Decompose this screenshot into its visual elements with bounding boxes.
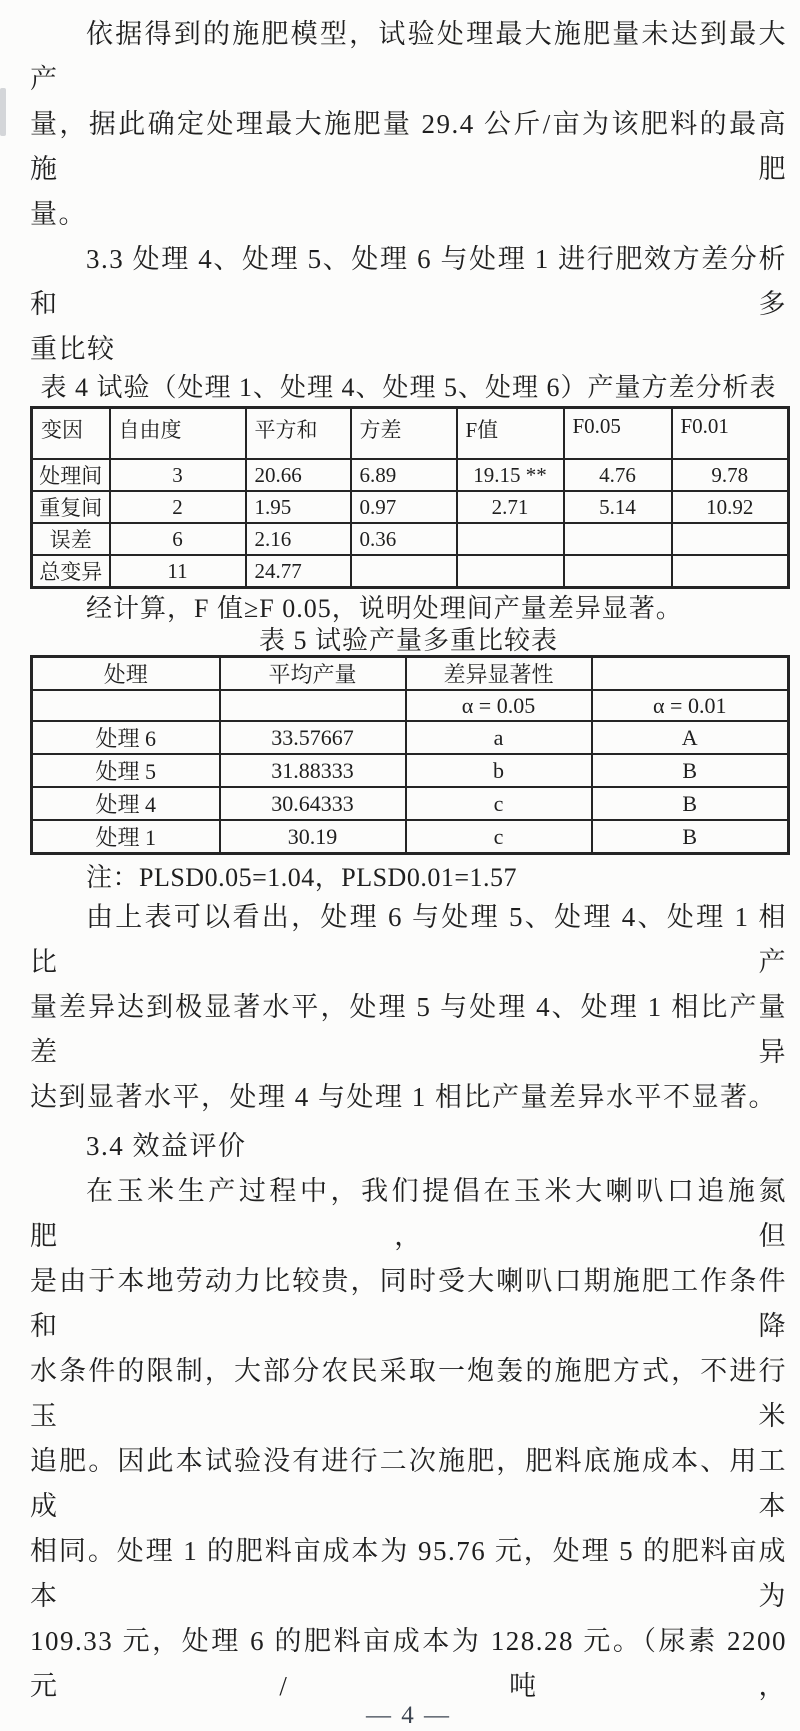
text-line: 109.33 元，处理 6 的肥料亩成本为 128.28 元。（尿素 2200 元/吨， — [30, 1626, 787, 1701]
table4-cell: 0.36 — [351, 523, 457, 555]
table5-caption: 表 5 试验产量多重比较表 — [258, 626, 558, 655]
table5-cell: 31.88333 — [220, 754, 406, 787]
f-value-conclusion: 经计算，F 值≥F 0.05，说明处理间产量差异显著。 — [86, 594, 683, 623]
table5-row — [32, 754, 789, 787]
table5-header-cell: 平均产量 — [220, 657, 406, 691]
table4-cell — [351, 555, 457, 588]
text-line: 量，据此确定处理最大施肥量 29.4 公斤/亩为该肥料的最高施肥 — [30, 109, 787, 184]
table5-header-cell — [592, 657, 789, 691]
plsd-note: 注：PLSD0.05=1.04，PLSD0.01=1.57 — [86, 863, 517, 892]
table4-header-cell: 平方和 — [246, 408, 351, 460]
table4-cell: 误差 — [32, 523, 110, 555]
table4-cell: 20.66 — [246, 459, 351, 491]
table5-cell: B — [592, 787, 789, 820]
table4-cell — [672, 523, 789, 555]
section-heading-3-3 — [30, 237, 787, 372]
table5-row — [32, 721, 789, 754]
table4-cell: 4.76 — [564, 459, 672, 491]
heading-line: 重比较 — [30, 334, 116, 364]
paragraph-benefit-evaluation — [30, 1169, 787, 1709]
table5-subheader-cell: α = 0.01 — [592, 690, 789, 721]
table4-row — [32, 459, 789, 491]
table4-cell — [457, 523, 564, 555]
table4-cell — [564, 555, 672, 588]
table4-header-cell: 自由度 — [110, 408, 246, 460]
anova-table — [30, 406, 790, 589]
table4-row — [32, 555, 789, 588]
text-line: 依据得到的施肥模型，试验处理最大施肥量未达到最大产 — [30, 19, 787, 94]
table4-cell — [564, 523, 672, 555]
table4-cell: 重复间 — [32, 491, 110, 523]
table5-cell: 33.57667 — [220, 721, 406, 754]
table4-header-cell: 方差 — [351, 408, 457, 460]
table4-cell — [672, 555, 789, 588]
scan-artifact — [0, 88, 6, 136]
text-line: 相同。处理 1 的肥料亩成本为 95.76 元，处理 5 的肥料亩成本为 — [30, 1536, 787, 1611]
table5-cell: 30.19 — [220, 820, 406, 854]
text-line: 水条件的限制，大部分农民采取一炮轰的施肥方式，不进行玉米 — [30, 1356, 787, 1431]
paragraph-fertilizer-model — [30, 12, 787, 237]
table5-header-cell: 处理 — [32, 657, 220, 691]
text-line: 追肥。因此本试验没有进行二次施肥，肥料底施成本、用工成本 — [30, 1446, 787, 1521]
table4-cell: 处理间 — [32, 459, 110, 491]
table5-cell: 30.64333 — [220, 787, 406, 820]
multiple-comparison-table — [30, 655, 790, 855]
table5-cell: A — [592, 721, 789, 754]
table5-cell: b — [406, 754, 592, 787]
table5-header-row — [32, 657, 789, 691]
table4-caption: 表 4 试验（处理 1、处理 4、处理 5、处理 6）产量方差分析表 — [40, 373, 777, 402]
table4-cell: 2 — [110, 491, 246, 523]
text-line: 是由于本地劳动力比较贵，同时受大喇叭口期施肥工作条件和降 — [30, 1266, 787, 1341]
table5-header-cell: 差异显著性 — [406, 657, 592, 691]
table5-cell: c — [406, 787, 592, 820]
table4-cell: 总变异 — [32, 555, 110, 588]
table5-subheader-cell: α = 0.05 — [406, 690, 592, 721]
table5-cell: a — [406, 721, 592, 754]
table5-subheader-cell — [32, 690, 220, 721]
table5-cell: B — [592, 820, 789, 854]
text-line: 达到显著水平，处理 4 与处理 1 相比产量差异水平不显著。 — [30, 1082, 777, 1112]
table4-cell: 2.16 — [246, 523, 351, 555]
table5-row — [32, 820, 789, 854]
table4-cell: 10.92 — [672, 491, 789, 523]
table4-header-cell: F0.01 — [672, 408, 789, 460]
table4-row — [32, 523, 789, 555]
section-heading-3-4: 3.4 效益评价 — [86, 1131, 247, 1161]
table4-cell — [457, 555, 564, 588]
table4-row — [32, 491, 789, 523]
table4-header-cell: F值 — [457, 408, 564, 460]
table5-cell: B — [592, 754, 789, 787]
table4-cell: 3 — [110, 459, 246, 491]
table5-cell: 处理 5 — [32, 754, 220, 787]
table4-cell: 11 — [110, 555, 246, 588]
table5-cell: 处理 4 — [32, 787, 220, 820]
table4-cell: 1.95 — [246, 491, 351, 523]
text-line: 在玉米生产过程中，我们提倡在玉米大喇叭口追施氮肥，但 — [30, 1176, 787, 1251]
table4-header-cell: F0.05 — [564, 408, 672, 460]
table5-subheader-row — [32, 690, 789, 721]
paragraph-comparison-result — [30, 895, 787, 1120]
table5-cell: 处理 1 — [32, 820, 220, 854]
page-number: — 4 — — [366, 1702, 451, 1729]
table4-cell: 9.78 — [672, 459, 789, 491]
table4-cell: 0.97 — [351, 491, 457, 523]
table5-cell: 处理 6 — [32, 721, 220, 754]
table4-cell: 6.89 — [351, 459, 457, 491]
table4-cell: 2.71 — [457, 491, 564, 523]
text-line: 由上表可以看出，处理 6 与处理 5、处理 4、处理 1 相比产 — [30, 902, 787, 977]
text-line: 量差异达到极显著水平，处理 5 与处理 4、处理 1 相比产量差异 — [30, 992, 787, 1067]
table4-cell: 6 — [110, 523, 246, 555]
table4-cell: 24.77 — [246, 555, 351, 588]
table5-subheader-cell — [220, 690, 406, 721]
table5-row — [32, 787, 789, 820]
table4-cell: 19.15 ** — [457, 459, 564, 491]
table4-header-row — [32, 408, 789, 460]
table4-cell: 5.14 — [564, 491, 672, 523]
text-line: 量。 — [30, 199, 87, 229]
table5-cell: c — [406, 820, 592, 854]
table4-header-cell: 变因 — [32, 408, 110, 460]
heading-line: 3.3 处理 4、处理 5、处理 6 与处理 1 进行肥效方差分析和多 — [30, 244, 787, 319]
